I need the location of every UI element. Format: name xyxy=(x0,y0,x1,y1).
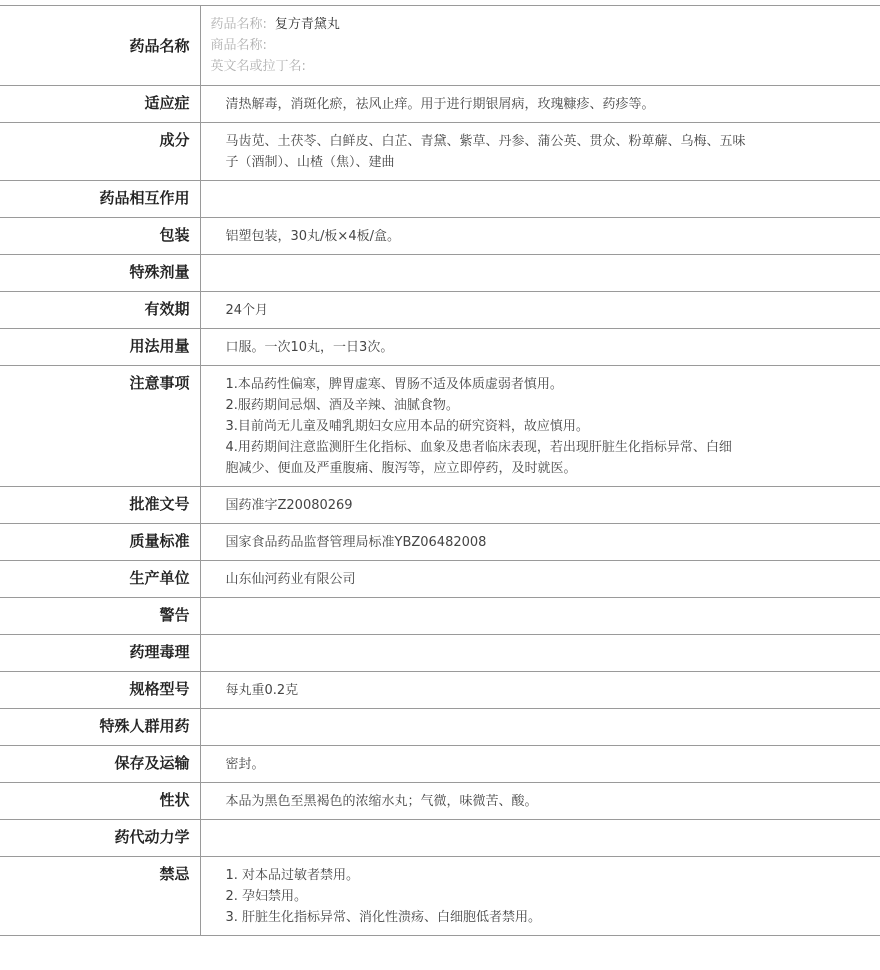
row-value-line: 3.目前尚无儿童及哺乳期妇女应用本品的研究资料，故应慎用。 xyxy=(225,419,589,434)
row-value-line: 子（酒制）、山楂（焦）、建曲 xyxy=(225,155,395,170)
row-value-line: 每丸重0.2克 xyxy=(225,683,299,698)
drug-name-values xyxy=(200,6,880,86)
row-value xyxy=(200,857,880,936)
drug-info-table-body xyxy=(0,6,880,936)
info-row xyxy=(0,123,880,181)
row-value-line: 口服。一次10丸，一日3次。 xyxy=(225,340,394,355)
info-row xyxy=(0,366,880,487)
row-value xyxy=(200,123,880,181)
row-label: 成分 xyxy=(0,123,200,181)
info-row xyxy=(0,783,880,820)
row-label: 适应症 xyxy=(0,86,200,123)
info-row xyxy=(0,218,880,255)
info-row xyxy=(0,255,880,292)
row-label: 特殊剂量 xyxy=(0,255,200,292)
row-drug-name xyxy=(0,6,880,86)
info-row xyxy=(0,672,880,709)
info-row xyxy=(0,524,880,561)
row-value xyxy=(200,561,880,598)
row-value xyxy=(200,672,880,709)
row-label: 用法用量 xyxy=(0,329,200,366)
row-label: 特殊人群用药 xyxy=(0,709,200,746)
row-value-line: 24个月 xyxy=(225,303,269,318)
row-value-line: 清热解毒，消斑化瘀，祛风止痒。用于进行期银屑病，玫瑰糠疹、药疹等。 xyxy=(225,97,655,112)
row-value-line: 铝塑包装，30丸/板×4板/盒。 xyxy=(225,229,400,244)
row-value-line: 国药准字Z20080269 xyxy=(225,498,353,513)
row-label: 药品相互作用 xyxy=(0,181,200,218)
row-label: 药理毒理 xyxy=(0,635,200,672)
row-value xyxy=(200,366,880,487)
row-value xyxy=(200,820,880,857)
row-value xyxy=(200,292,880,329)
row-label: 包装 xyxy=(0,218,200,255)
row-value xyxy=(200,783,880,820)
info-row xyxy=(0,709,880,746)
row-value-line: 本品为黑色至黑褐色的浓缩水丸；气微，味微苦、酸。 xyxy=(225,794,538,809)
row-value xyxy=(200,635,880,672)
row-label: 质量标准 xyxy=(0,524,200,561)
row-value-line: 国家食品药品监督管理局标准YBZ06482008 xyxy=(225,535,487,550)
row-value-line: 4.用药期间注意监测肝生化指标、血象及患者临床表现，若出现肝脏生化指标异常、白细 xyxy=(225,440,732,455)
row-label: 生产单位 xyxy=(0,561,200,598)
row-value xyxy=(200,329,880,366)
row-label: 注意事项 xyxy=(0,366,200,487)
row-label: 禁忌 xyxy=(0,857,200,936)
row-value xyxy=(200,746,880,783)
row-value xyxy=(200,255,880,292)
row-value-line: 3. 肝脏生化指标异常、消化性溃疡、白细胞低者禁用。 xyxy=(225,910,542,925)
row-label: 有效期 xyxy=(0,292,200,329)
drug-info-table xyxy=(0,5,880,936)
trade-name-label: 商品名称: xyxy=(210,38,267,53)
row-value xyxy=(200,524,880,561)
row-value-line: 2. 孕妇禁用。 xyxy=(225,889,308,904)
generic-name-label: 药品名称: xyxy=(210,17,267,32)
row-value-line: 马齿苋、土茯苓、白鲜皮、白芷、青黛、紫草、丹参、蒲公英、贯众、粉萆薢、乌梅、五味 xyxy=(225,134,746,149)
info-row xyxy=(0,329,880,366)
info-row xyxy=(0,292,880,329)
row-label: 保存及运输 xyxy=(0,746,200,783)
row-value-line: 2.服药期间忌烟、酒及辛辣、油腻食物。 xyxy=(225,398,459,413)
row-value-line: 密封。 xyxy=(225,757,265,772)
info-row xyxy=(0,487,880,524)
row-value-line: 1. 对本品过敏者禁用。 xyxy=(225,868,360,883)
row-value xyxy=(200,709,880,746)
info-row xyxy=(0,86,880,123)
info-row xyxy=(0,181,880,218)
info-row xyxy=(0,561,880,598)
row-value xyxy=(200,86,880,123)
info-row xyxy=(0,635,880,672)
info-row xyxy=(0,820,880,857)
row-label: 规格型号 xyxy=(0,672,200,709)
info-row xyxy=(0,598,880,635)
info-row xyxy=(0,857,880,936)
row-value xyxy=(200,218,880,255)
row-label: 药品名称 xyxy=(0,6,200,86)
row-value-line: 胞减少、便血及严重腹痛、腹泻等，应立即停药，及时就医。 xyxy=(225,461,577,476)
row-label: 批准文号 xyxy=(0,487,200,524)
row-value xyxy=(200,598,880,635)
row-value xyxy=(200,487,880,524)
row-label: 性状 xyxy=(0,783,200,820)
generic-name-value: 复方青黛丸 xyxy=(274,17,340,32)
row-value xyxy=(200,181,880,218)
generic-name-line xyxy=(211,14,861,35)
english-name-label: 英文名或拉丁名: xyxy=(210,59,306,74)
info-row xyxy=(0,746,880,783)
row-value-line: 山东仙河药业有限公司 xyxy=(225,572,356,587)
row-label: 警告 xyxy=(0,598,200,635)
row-value-line: 1.本品药性偏寒，脾胃虚寒、胃肠不适及体质虚弱者慎用。 xyxy=(225,377,563,392)
row-label: 药代动力学 xyxy=(0,820,200,857)
